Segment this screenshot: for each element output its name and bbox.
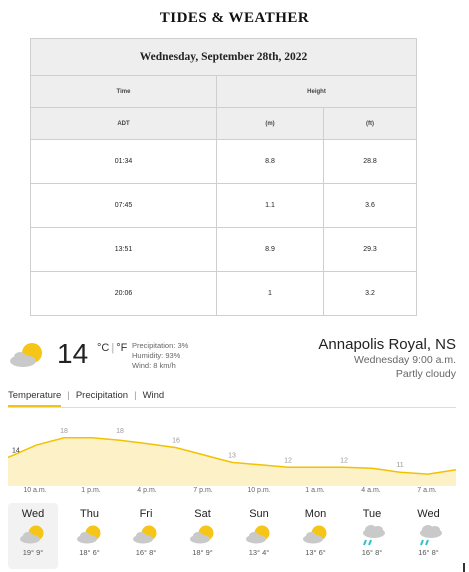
unit-toggle: °C | °F bbox=[97, 342, 128, 354]
day-forecast-wed[interactable] bbox=[404, 503, 454, 569]
temperature-point-label: 12 bbox=[284, 457, 292, 465]
tide-height-m: 1 bbox=[217, 272, 324, 316]
tide-height-ft: 29.3 bbox=[324, 228, 417, 272]
day-low: 8° bbox=[431, 548, 439, 557]
hour-label: 1 a.m. bbox=[305, 487, 325, 494]
day-high-low bbox=[234, 548, 284, 557]
current-temperature: 14 bbox=[57, 338, 89, 369]
tide-time: 20:06 bbox=[31, 272, 217, 316]
day-low: 9° bbox=[205, 548, 213, 557]
day-high-low bbox=[121, 548, 171, 557]
current-details bbox=[132, 341, 188, 371]
page-title: TIDES & WEATHER bbox=[159, 10, 310, 26]
col-time-header: Time bbox=[31, 76, 217, 108]
day-name: Wed bbox=[417, 508, 440, 520]
day-high: 19° bbox=[22, 548, 35, 557]
location-name: Annapolis Royal, NS bbox=[318, 336, 456, 353]
temperature-point-label: 13 bbox=[228, 452, 236, 460]
table-row bbox=[31, 184, 417, 228]
table-row bbox=[31, 228, 417, 272]
day-forecast-thu[interactable] bbox=[65, 503, 115, 569]
day-high: 13° bbox=[248, 548, 261, 557]
partly-cloudy-icon bbox=[301, 524, 331, 546]
unit-celsius[interactable]: °C bbox=[97, 342, 110, 354]
day-high: 16° bbox=[418, 548, 430, 557]
tide-time: 01:34 bbox=[31, 140, 217, 184]
temperature-point-label: 18 bbox=[60, 427, 68, 435]
partly-cloudy-icon bbox=[18, 524, 48, 546]
current-condition: Partly cloudy bbox=[395, 368, 456, 380]
tab-wind[interactable]: Wind bbox=[142, 390, 165, 401]
partly-cloudy-icon bbox=[75, 524, 105, 546]
tide-time: 13:51 bbox=[31, 228, 217, 272]
day-low: 6° bbox=[92, 548, 100, 557]
tides-table bbox=[30, 38, 417, 316]
day-high-low bbox=[347, 548, 397, 557]
day-high: 16° bbox=[361, 548, 374, 557]
day-high-low bbox=[8, 548, 58, 557]
day-high-low bbox=[178, 548, 228, 557]
day-high: 16° bbox=[135, 548, 148, 557]
day-name: Thu bbox=[80, 508, 99, 520]
day-high: 18° bbox=[192, 548, 204, 557]
sub-header-adt: ADT bbox=[31, 108, 217, 140]
col-height-header: Height bbox=[217, 76, 417, 108]
day-low: 8° bbox=[149, 548, 157, 557]
scrollbar[interactable] bbox=[463, 563, 465, 572]
hour-labels bbox=[0, 487, 469, 499]
tab-temperature[interactable]: Temperature bbox=[8, 390, 61, 407]
tide-height-m: 1.1 bbox=[217, 184, 324, 228]
tide-height-ft: 3.2 bbox=[324, 272, 417, 316]
hour-label: 10 p.m. bbox=[247, 487, 271, 494]
day-low: 9° bbox=[36, 548, 44, 557]
table-row bbox=[31, 272, 417, 316]
partly-cloudy-icon bbox=[8, 340, 48, 370]
hour-label: 4 p.m. bbox=[137, 487, 157, 494]
partly-cloudy-icon bbox=[188, 524, 218, 546]
day-name: Sun bbox=[249, 508, 269, 520]
rain-cloud-icon bbox=[414, 524, 444, 546]
sub-header-ft: (ft) bbox=[324, 108, 417, 140]
rain-cloud-icon bbox=[357, 524, 387, 546]
tide-height-ft: 28.8 bbox=[324, 140, 417, 184]
temperature-point-label: 11 bbox=[396, 462, 404, 470]
tide-height-ft: 3.6 bbox=[324, 184, 417, 228]
temperature-point-label: 18 bbox=[116, 427, 124, 435]
humidity-text: Humidity: 93% bbox=[132, 351, 181, 360]
day-name: Tue bbox=[362, 508, 382, 520]
partly-cloudy-icon bbox=[244, 524, 274, 546]
tide-time: 07:45 bbox=[31, 184, 217, 228]
hour-label: 7 a.m. bbox=[417, 487, 437, 494]
day-forecast-mon[interactable] bbox=[291, 503, 341, 569]
wind-text: Wind: 8 km/h bbox=[132, 361, 176, 370]
precipitation-text: Precipitation: 3% bbox=[132, 341, 189, 350]
day-forecast-fri[interactable] bbox=[121, 503, 171, 569]
hour-label: 1 p.m. bbox=[81, 487, 101, 494]
temperature-chart bbox=[8, 416, 456, 486]
day-high: 18° bbox=[79, 548, 91, 557]
unit-fahrenheit[interactable]: °F bbox=[116, 342, 128, 354]
tide-height-m: 8.8 bbox=[217, 140, 324, 184]
day-forecast-sun[interactable] bbox=[234, 503, 284, 569]
tides-date: Wednesday, September 28th, 2022 bbox=[31, 39, 417, 76]
day-high: 13° bbox=[305, 548, 317, 557]
day-name: Sat bbox=[194, 508, 211, 520]
temperature-point-label: 12 bbox=[340, 457, 348, 465]
day-forecast-sat[interactable] bbox=[178, 503, 228, 569]
table-row bbox=[31, 140, 417, 184]
temperature-point-label: 14 bbox=[12, 447, 20, 455]
tide-height-m: 8.9 bbox=[217, 228, 324, 272]
weather-tabs: Temperature | Precipitation | Wind bbox=[8, 390, 164, 407]
day-name: Fri bbox=[139, 508, 153, 520]
day-forecast-tue[interactable] bbox=[347, 503, 397, 569]
hour-label: 4 a.m. bbox=[361, 487, 381, 494]
day-low: 4° bbox=[262, 548, 270, 557]
weather-widget bbox=[0, 330, 469, 572]
temperature-point-label: 16 bbox=[172, 437, 180, 445]
partly-cloudy-icon bbox=[131, 524, 161, 546]
day-low: 6° bbox=[318, 548, 326, 557]
hour-label: 10 a.m. bbox=[23, 487, 47, 494]
sub-header-m: (m) bbox=[217, 108, 324, 140]
tab-divider bbox=[8, 407, 456, 408]
day-high-low bbox=[404, 548, 454, 557]
location-block bbox=[318, 336, 456, 381]
current-datetime: Wednesday 9:00 a.m. bbox=[354, 354, 456, 366]
tab-precipitation[interactable]: Precipitation bbox=[75, 390, 129, 401]
day-name: Wed bbox=[21, 508, 45, 520]
day-low: 8° bbox=[375, 548, 383, 557]
daily-forecast bbox=[8, 500, 460, 570]
day-high-low bbox=[65, 548, 115, 557]
day-forecast-wed[interactable] bbox=[8, 503, 58, 569]
day-name: Mon bbox=[304, 508, 327, 520]
hour-label: 7 p.m. bbox=[193, 487, 213, 494]
day-high-low bbox=[291, 548, 341, 557]
